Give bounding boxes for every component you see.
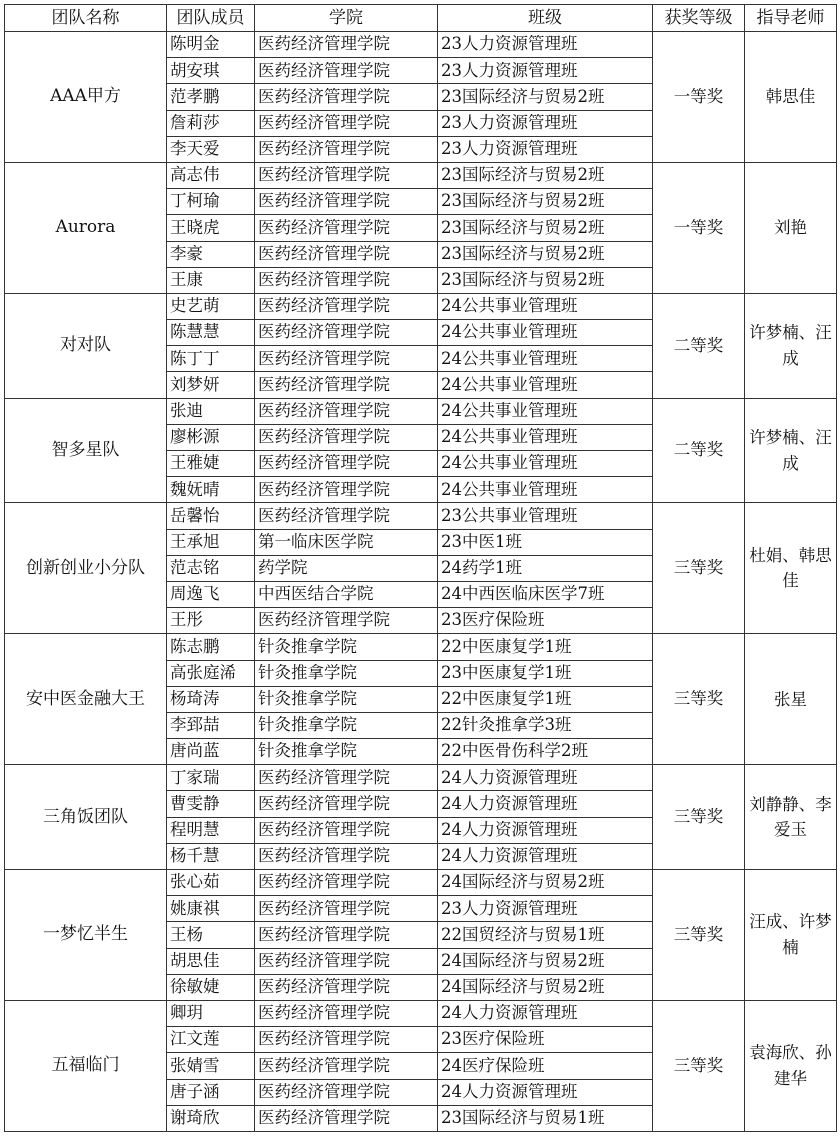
college-cell: 医药经济管理学院 [255, 267, 438, 293]
award-cell: 一等奖 [653, 32, 745, 163]
member-name-cell: 史艺萌 [167, 293, 255, 319]
class-cell: 22针灸推拿学3班 [438, 712, 653, 738]
table-row [5, 1000, 837, 1026]
member-name-cell: 曹雯静 [167, 791, 255, 817]
class-cell: 24公共事业管理班 [438, 424, 653, 450]
class-cell: 24中西医临床医学7班 [438, 581, 653, 607]
college-cell: 针灸推拿学院 [255, 739, 438, 765]
teacher-cell: 张星 [745, 634, 837, 765]
class-cell: 23国际经济与贸易2班 [438, 215, 653, 241]
college-cell: 医药经济管理学院 [255, 189, 438, 215]
award-cell: 二等奖 [653, 293, 745, 398]
class-cell: 24公共事业管理班 [438, 451, 653, 477]
header-class: 班级 [438, 5, 653, 32]
table-row [5, 398, 837, 424]
college-cell: 医药经济管理学院 [255, 1079, 438, 1105]
member-name-cell: 丁柯瑜 [167, 189, 255, 215]
member-name-cell: 张心茹 [167, 870, 255, 896]
member-name-cell: 杨琦涛 [167, 686, 255, 712]
award-cell: 三等奖 [653, 1000, 745, 1131]
college-cell: 医药经济管理学院 [255, 372, 438, 398]
class-cell: 24人力资源管理班 [438, 817, 653, 843]
class-cell: 23人力资源管理班 [438, 110, 653, 136]
member-name-cell: 刘梦妍 [167, 372, 255, 398]
college-cell: 医药经济管理学院 [255, 608, 438, 634]
college-cell: 医药经济管理学院 [255, 84, 438, 110]
college-cell: 医药经济管理学院 [255, 477, 438, 503]
college-cell: 医药经济管理学院 [255, 817, 438, 843]
award-cell: 一等奖 [653, 162, 745, 293]
class-cell: 24公共事业管理班 [438, 320, 653, 346]
table-row [5, 162, 837, 188]
class-cell: 22中医骨伤科学2班 [438, 739, 653, 765]
member-name-cell: 王康 [167, 267, 255, 293]
class-cell: 23国际经济与贸易1班 [438, 1105, 653, 1131]
college-cell: 中西医结合学院 [255, 581, 438, 607]
member-name-cell: 丁家瑞 [167, 765, 255, 791]
team-name-cell: Aurora [5, 162, 167, 293]
member-name-cell: 高张庭浠 [167, 660, 255, 686]
college-cell: 医药经济管理学院 [255, 398, 438, 424]
member-name-cell: 江文莲 [167, 1027, 255, 1053]
award-cell: 三等奖 [653, 634, 745, 765]
member-name-cell: 王晓虎 [167, 215, 255, 241]
class-cell: 23国际经济与贸易2班 [438, 189, 653, 215]
table-row [5, 503, 837, 529]
member-name-cell: 王杨 [167, 922, 255, 948]
teacher-cell: 许梦楠、汪成 [745, 398, 837, 503]
college-cell: 医药经济管理学院 [255, 241, 438, 267]
member-name-cell: 卿玥 [167, 1000, 255, 1026]
table-row [5, 32, 837, 58]
header-award: 获奖等级 [653, 5, 745, 32]
college-cell: 医药经济管理学院 [255, 765, 438, 791]
class-cell: 23人力资源管理班 [438, 896, 653, 922]
college-cell: 医药经济管理学院 [255, 1000, 438, 1026]
class-cell: 24公共事业管理班 [438, 293, 653, 319]
class-cell: 24国际经济与贸易2班 [438, 974, 653, 1000]
member-name-cell: 周逸飞 [167, 581, 255, 607]
member-name-cell: 李天爱 [167, 136, 255, 162]
member-name-cell: 杨千慧 [167, 843, 255, 869]
member-name-cell: 李豪 [167, 241, 255, 267]
member-name-cell: 廖彬源 [167, 424, 255, 450]
college-cell: 药学院 [255, 555, 438, 581]
college-cell: 第一临床医学院 [255, 529, 438, 555]
teacher-cell: 许梦楠、汪成 [745, 293, 837, 398]
member-name-cell: 岳馨怡 [167, 503, 255, 529]
college-cell: 针灸推拿学院 [255, 686, 438, 712]
class-cell: 22中医康复学1班 [438, 634, 653, 660]
class-cell: 24人力资源管理班 [438, 1079, 653, 1105]
college-cell: 针灸推拿学院 [255, 634, 438, 660]
college-cell: 医药经济管理学院 [255, 974, 438, 1000]
college-cell: 医药经济管理学院 [255, 948, 438, 974]
class-cell: 22国贸经济与贸易1班 [438, 922, 653, 948]
college-cell: 医药经济管理学院 [255, 1027, 438, 1053]
team-name-cell: 一梦忆半生 [5, 870, 167, 1001]
class-cell: 22中医康复学1班 [438, 686, 653, 712]
college-cell: 医药经济管理学院 [255, 215, 438, 241]
teacher-cell: 杜娟、韩思佳 [745, 503, 837, 634]
college-cell: 医药经济管理学院 [255, 32, 438, 58]
class-cell: 23中医1班 [438, 529, 653, 555]
college-cell: 医药经济管理学院 [255, 162, 438, 188]
table-row [5, 293, 837, 319]
member-name-cell: 胡思佳 [167, 948, 255, 974]
class-cell: 23人力资源管理班 [438, 32, 653, 58]
teacher-cell: 袁海欣、孙建华 [745, 1000, 837, 1131]
member-name-cell: 胡安琪 [167, 58, 255, 84]
college-cell: 医药经济管理学院 [255, 451, 438, 477]
table-row [5, 870, 837, 896]
class-cell: 24公共事业管理班 [438, 477, 653, 503]
member-name-cell: 詹莉莎 [167, 110, 255, 136]
member-name-cell: 范志铭 [167, 555, 255, 581]
member-name-cell: 王雅婕 [167, 451, 255, 477]
header-teacher: 指导老师 [745, 5, 837, 32]
member-name-cell: 陈丁丁 [167, 346, 255, 372]
class-cell: 24药学1班 [438, 555, 653, 581]
class-cell: 23医疗保险班 [438, 608, 653, 634]
table-body [5, 32, 837, 1132]
class-cell: 23公共事业管理班 [438, 503, 653, 529]
member-name-cell: 唐尚蓝 [167, 739, 255, 765]
award-cell: 二等奖 [653, 398, 745, 503]
college-cell: 医药经济管理学院 [255, 843, 438, 869]
college-cell: 医药经济管理学院 [255, 424, 438, 450]
member-name-cell: 唐子涵 [167, 1079, 255, 1105]
member-name-cell: 范孝鹏 [167, 84, 255, 110]
member-name-cell: 王承旭 [167, 529, 255, 555]
college-cell: 医药经济管理学院 [255, 110, 438, 136]
college-cell: 医药经济管理学院 [255, 293, 438, 319]
class-cell: 24人力资源管理班 [438, 843, 653, 869]
member-name-cell: 陈志鹏 [167, 634, 255, 660]
member-name-cell: 王彤 [167, 608, 255, 634]
class-cell: 23国际经济与贸易2班 [438, 267, 653, 293]
class-cell: 23人力资源管理班 [438, 58, 653, 84]
member-name-cell: 谢琦欣 [167, 1105, 255, 1131]
table-row [5, 765, 837, 791]
member-name-cell: 陈明金 [167, 32, 255, 58]
class-cell: 24医疗保险班 [438, 1053, 653, 1079]
member-name-cell: 张迪 [167, 398, 255, 424]
team-name-cell: 创新创业小分队 [5, 503, 167, 634]
member-name-cell: 张婧雪 [167, 1053, 255, 1079]
team-name-cell: 智多星队 [5, 398, 167, 503]
class-cell: 23国际经济与贸易2班 [438, 162, 653, 188]
college-cell: 医药经济管理学院 [255, 1105, 438, 1131]
table-row [5, 634, 837, 660]
member-name-cell: 高志伟 [167, 162, 255, 188]
award-cell: 三等奖 [653, 765, 745, 870]
class-cell: 23国际经济与贸易2班 [438, 84, 653, 110]
college-cell: 医药经济管理学院 [255, 503, 438, 529]
team-name-cell: 五福临门 [5, 1000, 167, 1131]
college-cell: 医药经济管理学院 [255, 346, 438, 372]
header-college: 学院 [255, 5, 438, 32]
award-cell: 三等奖 [653, 503, 745, 634]
college-cell: 针灸推拿学院 [255, 712, 438, 738]
class-cell: 23中医康复学1班 [438, 660, 653, 686]
class-cell: 24国际经济与贸易2班 [438, 870, 653, 896]
college-cell: 针灸推拿学院 [255, 660, 438, 686]
college-cell: 医药经济管理学院 [255, 870, 438, 896]
team-name-cell: 安中医金融大王 [5, 634, 167, 765]
award-cell: 三等奖 [653, 870, 745, 1001]
class-cell: 23医疗保险班 [438, 1027, 653, 1053]
class-cell: 24人力资源管理班 [438, 791, 653, 817]
teacher-cell: 汪成、许梦楠 [745, 870, 837, 1001]
college-cell: 医药经济管理学院 [255, 896, 438, 922]
class-cell: 24人力资源管理班 [438, 1000, 653, 1026]
college-cell: 医药经济管理学院 [255, 922, 438, 948]
college-cell: 医药经济管理学院 [255, 1053, 438, 1079]
teacher-cell: 刘静静、李爱玉 [745, 765, 837, 870]
college-cell: 医药经济管理学院 [255, 320, 438, 346]
team-name-cell: AAA甲方 [5, 32, 167, 163]
header-team: 团队名称 [5, 5, 167, 32]
class-cell: 24公共事业管理班 [438, 372, 653, 398]
member-name-cell: 程明慧 [167, 817, 255, 843]
class-cell: 24国际经济与贸易2班 [438, 948, 653, 974]
teacher-cell: 韩思佳 [745, 32, 837, 163]
member-name-cell: 陈慧慧 [167, 320, 255, 346]
member-name-cell: 魏妩晴 [167, 477, 255, 503]
teacher-cell: 刘艳 [745, 162, 837, 293]
college-cell: 医药经济管理学院 [255, 791, 438, 817]
header-row [5, 5, 837, 32]
team-name-cell: 对对队 [5, 293, 167, 398]
member-name-cell: 徐敏婕 [167, 974, 255, 1000]
class-cell: 23国际经济与贸易2班 [438, 241, 653, 267]
member-name-cell: 李郅喆 [167, 712, 255, 738]
class-cell: 24公共事业管理班 [438, 398, 653, 424]
class-cell: 23人力资源管理班 [438, 136, 653, 162]
class-cell: 24人力资源管理班 [438, 765, 653, 791]
college-cell: 医药经济管理学院 [255, 58, 438, 84]
awards-table [4, 4, 837, 1132]
team-name-cell: 三角饭团队 [5, 765, 167, 870]
class-cell: 24公共事业管理班 [438, 346, 653, 372]
member-name-cell: 姚康祺 [167, 896, 255, 922]
college-cell: 医药经济管理学院 [255, 136, 438, 162]
header-members: 团队成员 [167, 5, 255, 32]
